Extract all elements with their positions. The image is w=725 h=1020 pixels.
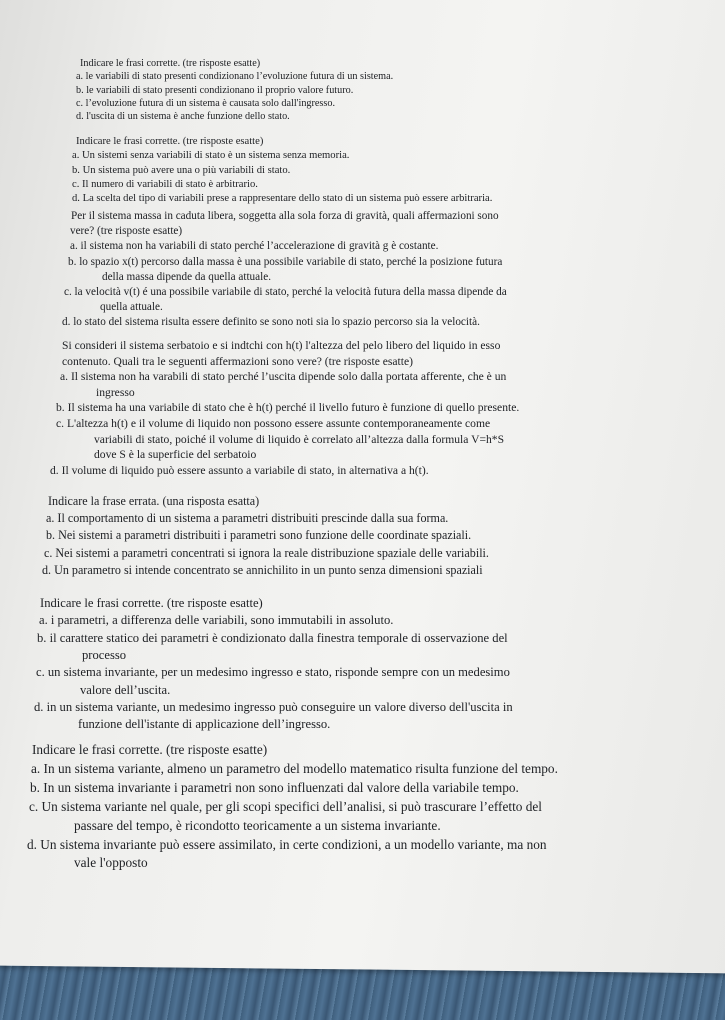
answer-option-line: b. lo spazio x(t) percorso dalla massa è una possibile variabile di stato, perché la posizione futura: [68, 255, 503, 268]
answer-option-line: a. le variabili di stato presenti condizionano l’evoluzione futura di un sistema.: [76, 71, 394, 83]
question-title: Si consideri il sistema serbatoio e si indtchi con h(t) l'altezza del pelo libero del liquido in esso: [62, 339, 501, 352]
answer-option-line: d. Un sistema invariante può essere assimilato, in certe condizioni, a un modello variante, ma non: [27, 836, 547, 852]
answer-option-line: d. lo stato del sistema risulta essere definito se sono noti sia lo spazio percorso sia la velocità.: [62, 316, 480, 329]
answer-option-line: a. Il sistema non ha varabili di stato perché l’uscita dipende solo dalla portata afferente, che è un: [60, 370, 507, 384]
answer-option-line: vere? (tre risposte esatte): [70, 225, 183, 238]
answer-option-line: a. il sistema non ha variabili di stato perché l’accelerazione di gravità g è costante.: [70, 240, 439, 253]
answer-option-line: d. Un parametro si intende concentrato se annichilito in un punto senza dimensioni spaziali: [42, 562, 483, 577]
answer-option-line: quella attuale.: [100, 301, 163, 314]
answer-option-line: c. la velocità v(t) é una possibile variabile di stato, perché la velocità futura della massa dipende da: [64, 286, 507, 298]
answer-option-line: d. La scelta del tipo di variabili prese a rappresentare dello stato di un sistema può essere arbitraria.: [72, 193, 493, 205]
answer-option-line: c. Un sistema variante nel quale, per gli scopi specifici dell’analisi, si può trascurare l’effetto del: [29, 798, 542, 814]
answer-option-line: passare del tempo, è ricondotto teoricamente a un sistema invariante.: [74, 817, 441, 833]
question-title: Indicare la frase errata. (una risposta esatta): [48, 494, 260, 508]
answer-option-line: variabili di stato, poiché il volume di liquido è correlato all’altezza dalla formula V=h*S: [94, 432, 505, 446]
answer-option-line: a. In un sistema variante, almeno un parametro del modello matematico risulta funzione del tempo.: [31, 760, 558, 776]
answer-option-line: vale l'opposto: [74, 855, 148, 871]
question-title: Indicare le frasi corrette. (tre risposte esatte): [40, 596, 263, 610]
question-title: Indicare le frasi corrette. (tre risposte esatte): [76, 136, 264, 147]
answer-option-line: a. i parametri, a differenza delle variabili, sono immutabili in assoluto.: [39, 613, 394, 628]
answer-option-line: b. Il sistema ha una variabile di stato che è h(t) perché il livello futuro è funzione di quello presente.: [56, 401, 520, 415]
answer-option-line: b. il carattere statico dei parametri è condizionato dalla finestra temporale di osservazione del: [37, 630, 508, 645]
answer-option-line: d. l'uscita di un sistema è anche funzione dello stato.: [76, 111, 290, 123]
answer-option-line: b. In un sistema invariante i parametri non sono influenzati dal valore della variabile tempo.: [30, 779, 519, 795]
question-title: Per il sistema massa in caduta libera, soggetta alla sola forza di gravità, quali affermazioni sono: [71, 210, 499, 222]
answer-option-line: c. l’evoluzione futura di un sistema è causata solo dall'ingresso.: [76, 97, 335, 109]
answer-option-line: d. in un sistema variante, un medesimo ingresso può conseguire un valore diverso dell'uscita in: [34, 699, 513, 714]
answer-option-line: c. un sistema invariante, per un medesimo ingresso e stato, risponde sempre con un medesimo: [36, 665, 510, 680]
answer-option-line: b. Nei sistemi a parametri distribuiti i parametri sono funzione delle coordinate spaziali.: [46, 528, 472, 543]
answer-option-line: funzione dell'istante di applicazione dell’ingresso.: [78, 717, 331, 732]
answer-option-line: b. Un sistema può avere una o più variabili di stato.: [72, 164, 291, 176]
answer-option-line: della massa dipende da quella attuale.: [102, 270, 271, 283]
answer-option-line: c. L'altezza h(t) e il volume di liquido non possono essere assunte contemporaneamente come: [56, 417, 491, 430]
question-title: Indicare le frasi corrette. (tre risposte esatte): [32, 742, 268, 757]
answer-option-line: dove S è la superficie del serbatoio: [94, 448, 257, 462]
answer-option-line: c. Il numero di variabili di stato è arbitrario.: [72, 178, 258, 190]
answer-option-line: ingresso: [96, 385, 135, 399]
answer-option-line: valore dell’uscita.: [80, 682, 171, 697]
answer-option-line: d. Il volume di liquido può essere assunto a variabile di stato, in alternativa a h(t).: [50, 463, 429, 477]
answer-option-line: processo: [82, 647, 127, 662]
answer-option-line: c. Nei sistemi a parametri concentrati si ignora la reale distribuzione spaziale delle variabili.: [44, 545, 489, 560]
answer-option-line: a. Il comportamento di un sistema a parametri distribuiti prescinde dalla sua forma.: [46, 511, 449, 526]
answer-option-line: b. le variabili di stato presenti condizionano il proprio valore futuro.: [76, 84, 354, 96]
question-title: Indicare le frasi corrette. (tre risposte esatte): [80, 58, 261, 69]
answer-option-line: a. Un sistemi senza variabili di stato è un sistema senza memoria.: [72, 150, 350, 162]
answer-option-line: contenuto. Quali tra le seguenti affermazioni sono vere? (tre risposte esatte): [62, 354, 414, 368]
